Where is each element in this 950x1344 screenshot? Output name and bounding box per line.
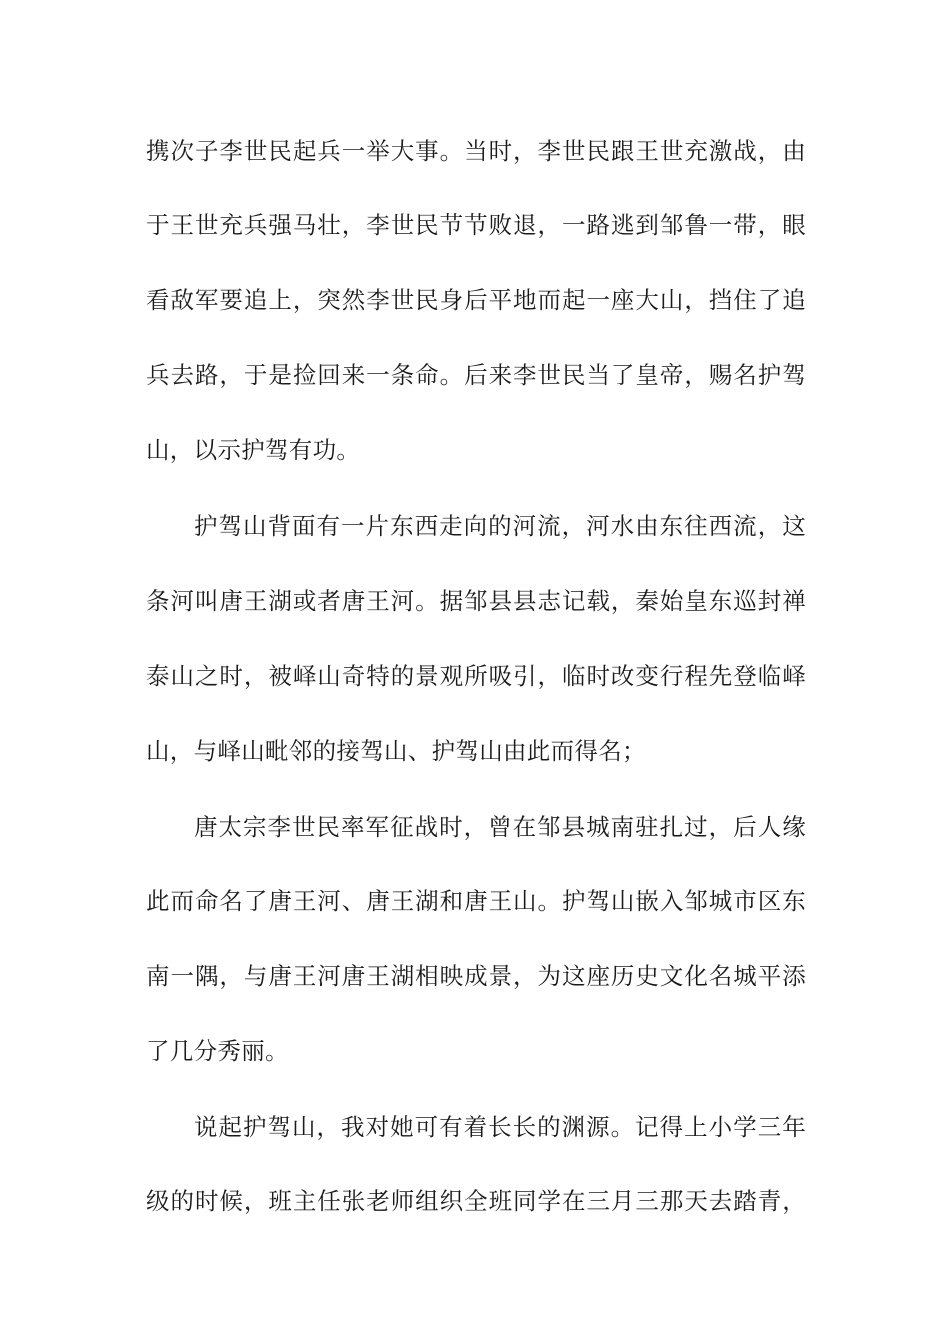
text-line: 携次子李世民起兵一举大事。当时，李世民跟王世充激战，由 [146, 137, 806, 165]
paragraph-first-line: 护驾山背面有一片东西走向的河流，河水由东往西流，这 [194, 512, 806, 540]
text-line: 条河叫唐王湖或者唐王河。据邹县县志记载，秦始皇东巡封禅 [146, 587, 806, 615]
text-line: 山，以示护驾有功。 [146, 436, 361, 464]
text-line: 看敌军要追上，突然李世民身后平地而起一座大山，挡住了追 [146, 286, 806, 314]
paragraph-first-line: 唐太宗李世民率军征战时，曾在邹县城南驻扎过，后人缘 [194, 813, 806, 841]
text-line: 了几分秀丽。 [146, 1037, 289, 1065]
text-line: 泰山之时，被峄山奇特的景观所吸引，临时改变行程先登临峄 [146, 662, 806, 690]
text-line: 级的时候，班主任张老师组织全班同学在三月三那天去踏青， [146, 1187, 806, 1215]
text-line: 山，与峄山毗邻的接驾山、护驾山由此而得名； [146, 737, 646, 765]
text-line: 兵去路，于是捡回来一条命。后来李世民当了皇帝，赐名护驾 [146, 361, 806, 389]
paragraph-first-line: 说起护驾山，我对她可有着长长的渊源。记得上小学三年 [194, 1113, 806, 1141]
text-line: 此而命名了唐王河、唐王湖和唐王山。护驾山嵌入邹城市区东 [146, 887, 806, 915]
text-line: 南一隅，与唐王河唐王湖相映成景，为这座历史文化名城平添 [146, 962, 806, 990]
text-line: 于王世充兵强马壮，李世民节节败退，一路逃到邹鲁一带，眼 [146, 211, 806, 239]
